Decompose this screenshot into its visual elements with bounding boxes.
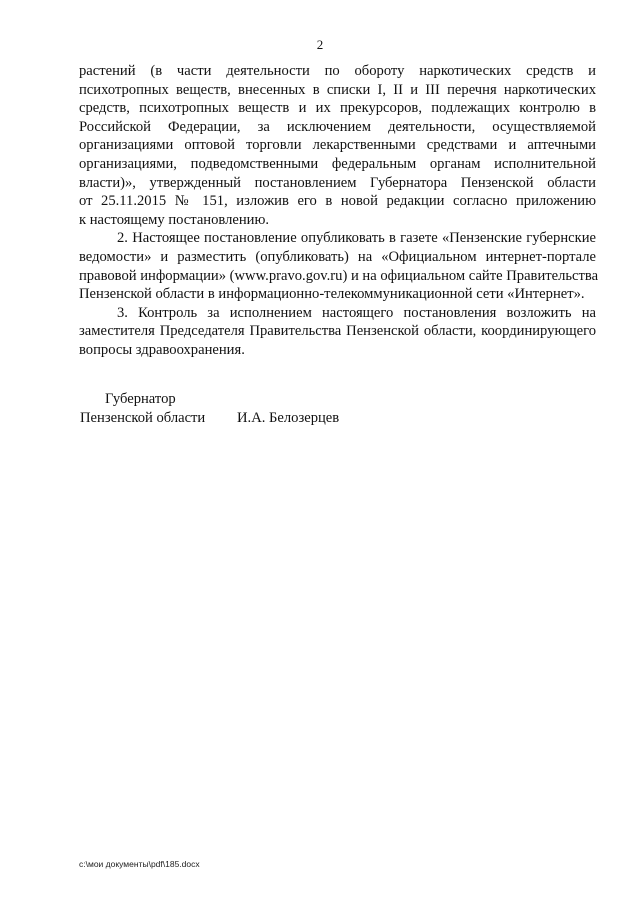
text-line: средств, психотропных веществ и их прекурсоров, подлежащих контролю в: [79, 100, 596, 117]
text-line: Российской Федерации, за исключением деятельности, осуществляемой: [79, 118, 596, 135]
text-line: организациями, подведомственными федеральным органам исполнительной: [79, 155, 596, 172]
document-body: [79, 62, 599, 360]
text-line: от 25.11.2015 № 151, изложив его в новой редакции согласно приложению: [79, 193, 596, 210]
paragraph-3: [79, 304, 596, 360]
footer-file-path: c:\мои документы\pdf\185.docx: [79, 859, 200, 869]
signatory-region: Пензенской области: [80, 410, 206, 426]
signatory-name: И.А. Белозерцев: [237, 410, 340, 426]
text-line: ведомости» и разместить (опубликовать) на «Официальном интернет-портале: [79, 248, 596, 265]
text-line: к настоящему постановлению.: [79, 211, 270, 228]
text-line: организациями оптовой торговли лекарственными средствами и аптечными: [79, 137, 596, 154]
text-line: Пензенской области в информационно-телекоммуникационной сети «Интернет».: [79, 286, 585, 303]
text-line: 2. Настоящее постановление опубликовать в газете «Пензенские губернские: [117, 230, 596, 247]
text-line: правовой информации» (www.pravo.gov.ru) и на официальном сайте Правительства: [79, 267, 599, 284]
page-number: 2: [316, 37, 324, 52]
text-line: вопросы здравоохранения.: [79, 341, 245, 358]
signatory-title: Губернатор: [105, 391, 176, 407]
text-line: растений (в части деятельности по обороту наркотических средств и: [79, 63, 596, 79]
text-line: 3. Контроль за исполнением настоящего постановления возложить на: [117, 304, 596, 321]
paragraph-1: [79, 62, 596, 229]
text-line: психотропных веществ, внесенных в списки I, II и III перечня наркотических: [79, 81, 596, 98]
paragraph-2: [79, 229, 599, 303]
text-line: заместителя Председателя Правительства Пензенской области, координирующего: [79, 323, 596, 340]
text-line: власти)», утвержденный постановлением Губернатора Пензенской области: [79, 174, 596, 191]
